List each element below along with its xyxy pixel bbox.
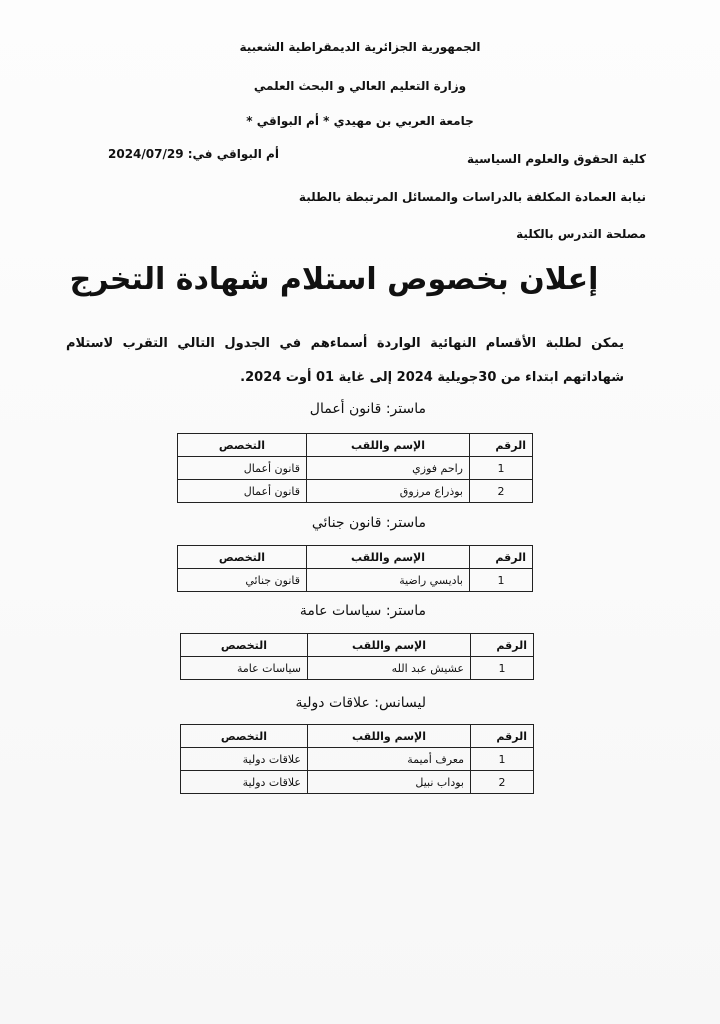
table-row: [178, 480, 533, 503]
table-row: [181, 771, 534, 794]
row-name: بوذراع مرزوق: [307, 480, 470, 503]
row-name: بوداب نبيل: [308, 771, 471, 794]
university-heading: جامعة العربي بن مهيدي * أم البواقي *: [246, 114, 474, 128]
row-num: 2: [470, 480, 533, 503]
students-table: [177, 433, 533, 503]
table-row: [181, 657, 534, 680]
column-header-num: الرقم: [471, 725, 534, 748]
column-header-num: الرقم: [471, 634, 534, 657]
table-row: [181, 748, 534, 771]
row-num: 2: [471, 771, 534, 794]
faculty-name: كلية الحقوق والعلوم السياسية: [466, 152, 646, 166]
column-header-spec: التخصص: [178, 546, 307, 569]
table-row: [178, 569, 533, 592]
section-title: ماستر: سياسات عامة: [299, 603, 426, 619]
column-header-spec: التخصص: [181, 634, 308, 657]
column-header-spec: التخصص: [181, 725, 308, 748]
announcement-title: إعلان بخصوص استلام شهادة التخرج: [69, 262, 599, 297]
row-num: 1: [470, 569, 533, 592]
ministry-heading: وزارة التعليم العالي و البحث العلمي: [253, 79, 467, 93]
row-spec: علاقات دولية: [181, 771, 308, 794]
row-num: 1: [470, 457, 533, 480]
document-date: أم البواقي في: 2024/07/29: [108, 147, 279, 161]
row-spec: قانون أعمال: [178, 480, 307, 503]
deanery-name: نيابة العمادة المكلفة بالدراسات والمسائل المرتبطة بالطلبة: [298, 190, 646, 204]
row-num: 1: [471, 657, 534, 680]
row-spec: قانون جنائي: [178, 569, 307, 592]
section-title: ماستر: قانون جنائي: [311, 515, 426, 531]
students-table: [180, 724, 534, 794]
announcement-body: يمكن لطلبة الأقسام النهائية الواردة أسماءهم في الجدول التالي التقرب لاستلام شهاداتهم ابتداء من 30جويلية 2024 إلى غاية 01 أوت 2024.: [66, 336, 624, 385]
column-header-name: الإسم واللقب: [308, 725, 471, 748]
table-header-row: [178, 434, 533, 457]
row-name: معرف أميمة: [308, 748, 471, 771]
column-header-num: الرقم: [470, 434, 533, 457]
column-header-name: الإسم واللقب: [307, 434, 470, 457]
section-title: ماستر: قانون أعمال: [309, 401, 426, 417]
table-row: [178, 457, 533, 480]
row-spec: علاقات دولية: [181, 748, 308, 771]
row-num: 1: [471, 748, 534, 771]
table-header-row: [181, 725, 534, 748]
section-title: ليسانس: علاقات دولية: [295, 695, 426, 711]
republic-heading: الجمهورية الجزائرية الديمقراطية الشعبية: [239, 40, 481, 54]
column-header-spec: التخصص: [178, 434, 307, 457]
column-header-num: الرقم: [470, 546, 533, 569]
students-table: [177, 545, 533, 592]
table-header-row: [181, 634, 534, 657]
column-header-name: الإسم واللقب: [308, 634, 471, 657]
row-name: باديسي راضية: [307, 569, 470, 592]
students-table: [180, 633, 534, 680]
row-name: راحم فوزي: [307, 457, 470, 480]
row-name: عشيش عبد الله: [308, 657, 471, 680]
department-name: مصلحة التدرس بالكلية: [516, 227, 646, 241]
row-spec: سياسات عامة: [181, 657, 308, 680]
table-header-row: [178, 546, 533, 569]
row-spec: قانون أعمال: [178, 457, 307, 480]
column-header-name: الإسم واللقب: [307, 546, 470, 569]
